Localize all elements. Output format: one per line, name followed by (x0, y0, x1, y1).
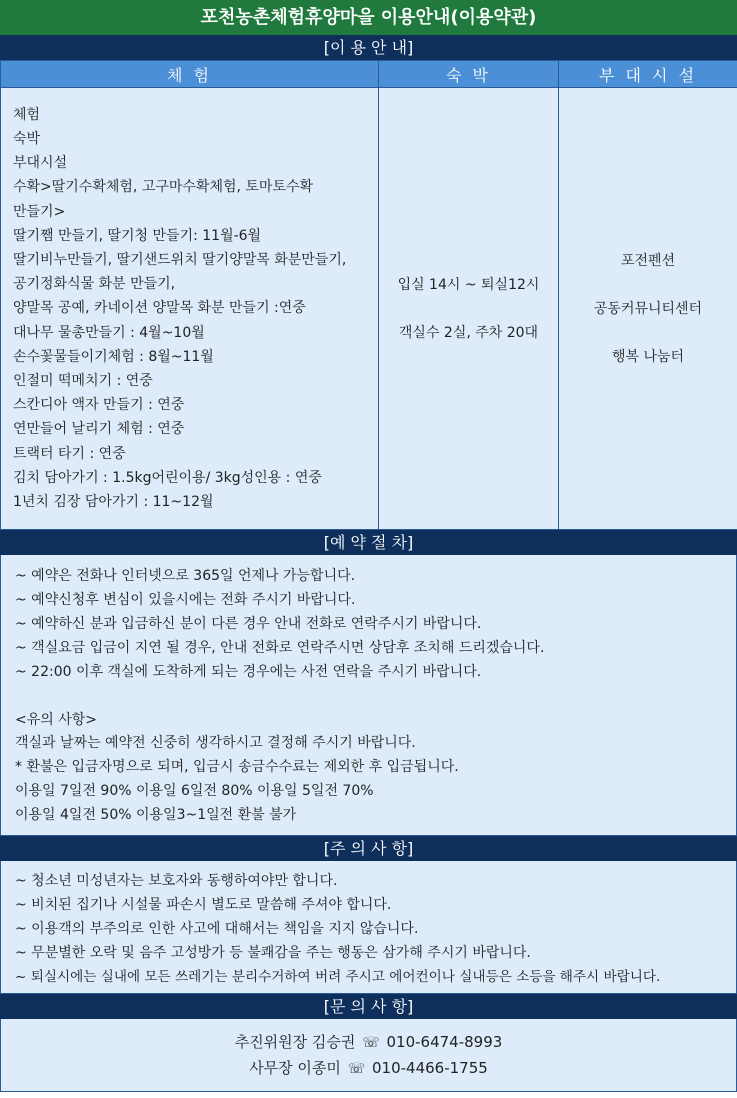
experience-cell (1, 88, 379, 530)
experience-line: 1년치 김장 담아가기 : 11~12월 (13, 494, 214, 511)
column-header-facilities: 부 대 시 설 (559, 61, 737, 88)
experience-line: 연만들어 날리기 체험 : 연중 (13, 421, 185, 438)
contact-line (1, 1030, 736, 1056)
reservation-line: ~ 객실요금 입금이 지연 될 경우, 안내 전화로 연락주시면 상담후 조치해 드리겠습니다. (15, 639, 545, 656)
experience-line: 만들기> (13, 203, 66, 220)
experience-line: 트랙터 타기 : 연중 (13, 445, 126, 462)
experience-line: 대나무 물총만들기 : 4월~10월 (13, 324, 205, 341)
notice-box (0, 861, 737, 994)
facility-line: 포전펜션 (620, 252, 676, 269)
caution-line: 객실과 날짜는 예약전 신중히 생각하시고 결정해 주시기 바랍니다. (15, 735, 416, 752)
experience-line: 손수꽃물들이기체험 : 8월~11월 (13, 348, 214, 365)
notice-line: ~ 청소년 미성년자는 보호자와 동행하여야만 합니다. (15, 873, 338, 889)
experience-line: 인절미 떡메치기 : 연중 (13, 373, 153, 389)
experience-line: 딸기비누만들기, 딸기샌드위치 딸기양말목 화분만들기, (13, 251, 347, 268)
stay-cell (379, 88, 559, 530)
usage-section-heading: [이 용 안 내] (0, 35, 737, 60)
stay-line: 입실 14시 ~ 퇴실12시 (397, 276, 540, 293)
phone-icon: ☏ (347, 1061, 366, 1077)
notice-line: ~ 비치된 집기나 시설물 파손시 별도로 말씀해 주셔야 합니다. (15, 896, 392, 913)
experience-line: 양말목 공예, 카네이션 양말목 화분 만들기 :연중 (13, 300, 306, 317)
notice-line: ~ 이용객의 부주의로 인한 사고에 대해서는 책임을 지지 않습니다. (15, 920, 419, 937)
facilities-cell (559, 88, 737, 530)
usage-table (0, 60, 737, 530)
contact-box (0, 1019, 737, 1092)
caution-line: 이용일 7일전 90% 이용일 6일전 80% 이용일 5일전 70% (15, 783, 374, 800)
column-header-stay: 숙 박 (379, 61, 559, 88)
contact-section-heading: [문 의 사 항] (0, 994, 737, 1019)
facility-line: 행복 나눔터 (611, 348, 685, 365)
reservation-line: ~ 예약은 전화나 인터넷으로 365일 언제나 가능합니다. (15, 568, 356, 584)
experience-line: 김치 담아가기 : 1.5kg어린이용/ 3kg성인용 : 연중 (13, 469, 322, 486)
experience-line: 숙박 (13, 130, 41, 147)
contact-phone[interactable]: 010-4466-1755 (371, 1059, 488, 1077)
caution-line: 이용일 4일전 50% 이용일3~1일전 환불 불가 (15, 807, 297, 824)
page-title: 포천농촌체험휴양마을 이용안내(이용약관) (0, 0, 737, 35)
experience-line: 수확>딸기수확체험, 고구마수확체험, 토마토수확 (13, 179, 314, 196)
caution-line: * 환불은 입금자명으로 되며, 입금시 송금수수료는 제외한 후 입금됩니다. (15, 759, 459, 776)
stay-line: 객실수 2실, 주차 20대 (398, 324, 539, 341)
reservation-line: ~ 예약신청후 변심이 있을시에는 전화 주시기 바랍니다. (15, 591, 356, 608)
experience-line: 체험 (13, 106, 41, 123)
experience-line: 딸기쨈 만들기, 딸기청 만들기: 11월-6월 (13, 227, 262, 244)
notice-line: ~ 무분별한 오락 및 음주 고성방가 등 불쾌감을 주는 행동은 삼가해 주시기 바랍니다. (15, 944, 531, 961)
contact-phone[interactable]: 010-6474-8993 (386, 1033, 503, 1051)
caution-title: <유의 사항> (15, 711, 98, 728)
reservation-line: ~ 22:00 이후 객실에 도착하게 되는 경우에는 사전 연락을 주시기 바랍니다. (15, 663, 482, 680)
facility-line: 공동커뮤니티센터 (593, 300, 703, 317)
reservation-line: ~ 예약하신 분과 입금하신 분이 다른 경우 안내 전화로 연락주시기 바랍니다. (15, 615, 482, 632)
contact-name: 사무장 이종미 (249, 1059, 341, 1077)
reservation-section-heading: [예 약 절 차] (0, 530, 737, 555)
contact-name: 추진위원장 김승권 (234, 1033, 356, 1051)
notice-section-heading: [주 의 사 항] (0, 836, 737, 861)
reservation-box (0, 555, 737, 836)
experience-line: 스칸디아 액자 만들기 : 연중 (13, 397, 185, 414)
experience-line: 부대시설 (13, 155, 68, 172)
column-header-experience: 체 험 (1, 61, 379, 88)
experience-line: 공기정화식물 화분 만들기, (13, 276, 176, 293)
phone-icon: ☏ (362, 1035, 380, 1051)
notice-line: ~ 퇴실시에는 실내에 모든 쓰레기는 분리수거하여 버려 주시고 에어컨이나 실내등은 소등을 해주시 바랍니다. (15, 968, 661, 985)
contact-line (1, 1056, 736, 1082)
